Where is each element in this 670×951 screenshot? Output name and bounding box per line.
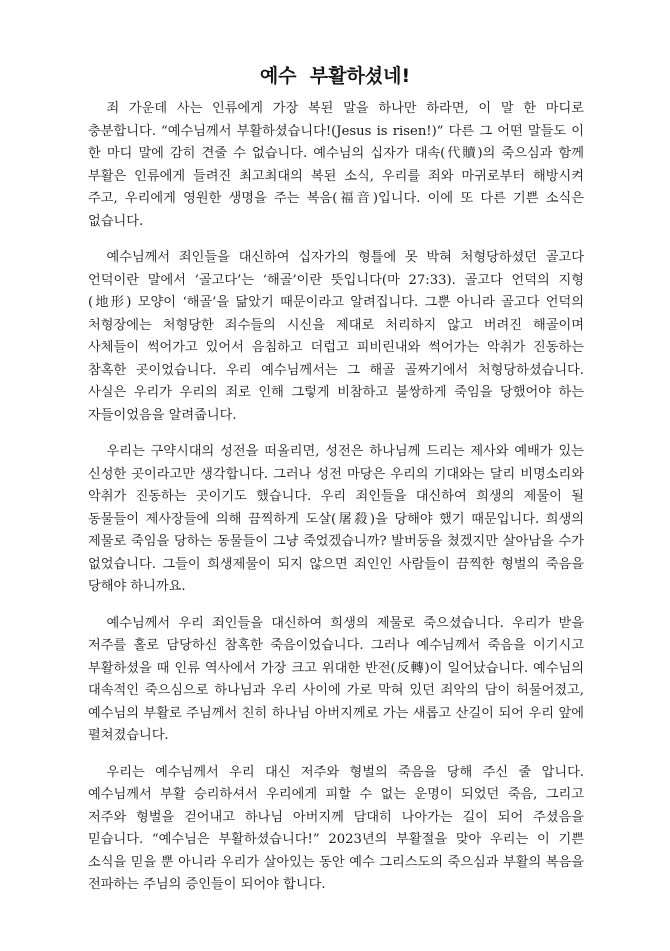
paragraph-4: 예수님께서 우리 죄인들을 대신하여 희생의 제물로 죽으셨습니다. 우리가 받을 저주를 홀로 담당하신 참혹한 죽음이었습니다. 그러나 예수님께서 죽음을 이기시고 부활하셨을 때 인류 역사에서 가장 크고 위대한 반전(反轉)이 일어났습니다. 예수님의 대속적인 죽으심으로 하나님과 우리 사이에 가로 막혀 있던 죄악의 담이 허물어졌고, 예수님의 부활로 주님께서 친히 하나님 아버지께로 가는 새롭고 산길이 되어 우리 앞에 펼쳐졌습니다. — [88, 615, 584, 743]
paragraph-1: 죄 가운데 사는 인류에게 가장 복된 말을 하나만 하라면, 이 말 한 마디로 충분합니다. “예수님께서 부활하셨습니다!(Jesus is risen!)” 다른 그 어떤 말들도 이 한 마디 말에 감히 견줄 수 없습니다. 예수님의 십자가 대속(代贖)의 죽으심과 함께 부활은 인류에게 들려진 최고최대의 복된 소식, 우리를 죄와 마귀로부터 해방시켜 주고, 우리에게 영원한 생명을 주는 복음(福音)입니다. 이에 또 다른 기쁜 소식은 없습니다. — [88, 101, 584, 229]
document-title: 예수 부활하셨네! — [259, 65, 411, 87]
paragraph-5: 우리는 예수님께서 우리 대신 저주와 형벌의 죽음을 당해 주신 줄 압니다. 예수님께서 부활 승리하셔서 우리에게 피할 수 없는 운명이 되었던 죽음, 그리고 저주와 형벌을 걷어내고 하나님 아버지께 담대히 나아가는 길이 되어 주셨음을 믿습니다. “예수님은 부활하셨습니다!” 2023년의 부활절을 맞아 우리는 이 기쁜 소식을 믿을 뿐 아니라 우리가 살아있는 동안 예수 그리스도의 죽으심과 부활의 복음을 전파하는 주님의 증인들이 되어야 합니다. — [88, 764, 584, 892]
document-body — [88, 98, 584, 911]
paragraph-3: 우리는 구약시대의 성전을 떠올리면, 성전은 하나님께 드리는 제사와 예배가 있는 신성한 곳이라고만 생각합니다. 그러나 성전 마당은 우리의 기대와는 달리 비명소리와 악취가 진동하는 곳이기도 했습니다. 우리 죄인들을 대신하여 희생의 제물이 될 동물들이 제사장들에 의해 끔찍하게 도살(屠殺)을 당해야 했기 때문입니다. 희생의 제물로 죽임을 당하는 동물들이 그냥 죽었겠습니까? 발버둥을 쳤겠지만 살아남을 수가 없었습니다. 그들이 희생제물이 되지 않으면 죄인인 사람들이 끔찍한 형벌의 죽음을 당해야 하니까요. — [88, 444, 584, 594]
paragraph-2: 예수님께서 죄인들을 대신하여 십자가의 형틀에 못 박혀 처형당하셨던 골고다 언덕이란 말에서 ‘골고다’는 ‘해골’이란 뜻입니다(마 27:33). 골고다 언덕의 지형(地形) 모양이 ‘해골’을 닮았기 때문이라고 알려집니다. 그뿐 아니라 골고다 언덕의 처형장에는 처형당한 죄수들의 시신을 제대로 처리하지 않고 버려진 해골이며 사체들이 썩어가고 있어서 음침하고 더럽고 피비린내와 썩어가는 악취가 진동하는 참혹한 곳이었습니다. 우리 예수님께서는 그 해골 골짜기에서 처형당하셨습니다. 사실은 우리가 우리의 죄로 인해 그렇게 비참하고 불쌍하게 죽임을 당했어야 하는 자들이었음을 알려줍니다. — [88, 250, 584, 423]
